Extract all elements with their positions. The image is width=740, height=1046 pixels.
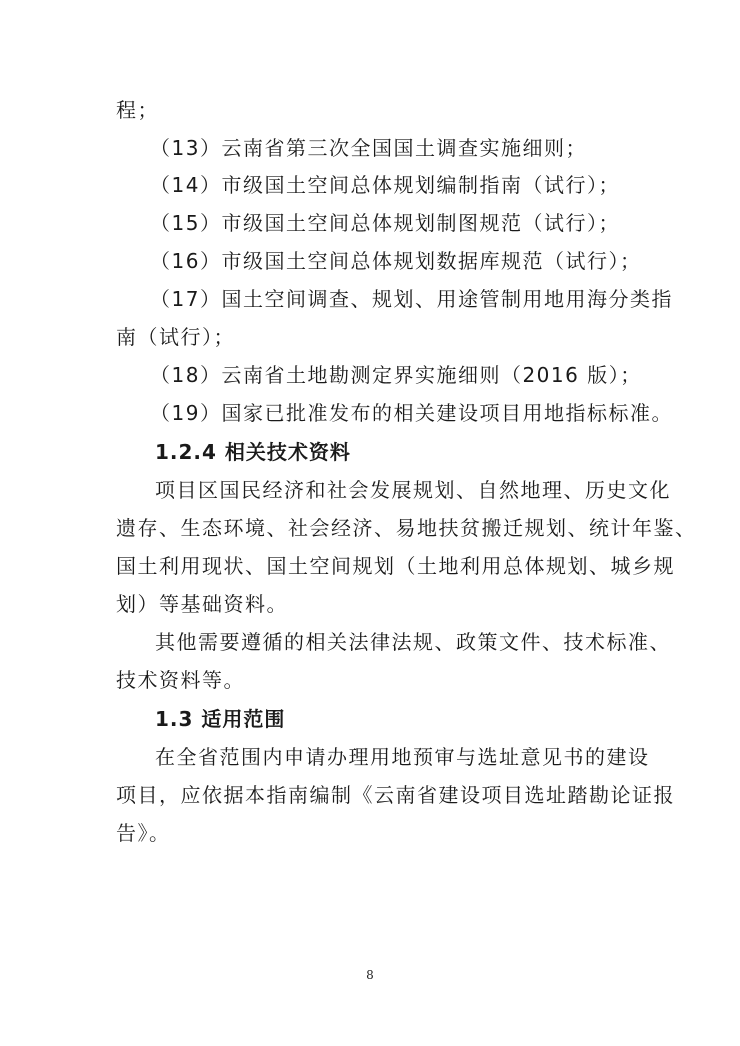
text-line: 程； <box>116 98 159 122</box>
paragraph-line: 国土利用现状、国土空间规划（土地利用总体规划、城乡规 <box>116 554 675 578</box>
list-item-17: （17）国土空间调查、规划、用途管制用地用海分类指 <box>150 287 673 311</box>
paragraph-line: 技术资料等。 <box>116 668 245 692</box>
paragraph-line: 项目，应依据本指南编制《云南省建设项目选址踏勘论证报 <box>116 783 675 807</box>
paragraph-line: 划）等基础资料。 <box>116 592 288 616</box>
list-item-14: （14）市级国土空间总体规划编制指南（试行）； <box>150 173 620 197</box>
list-item-17-continued: 南（试行）； <box>116 325 235 349</box>
paragraph-line: 遗存、生态环境、社会经济、易地扶贫搬迁规划、统计年鉴、 <box>116 516 697 540</box>
paragraph-line: 项目区国民经济和社会发展规划、自然地理、历史文化 <box>155 478 671 502</box>
list-item-18: （18）云南省土地勘测定界实施细则（2016 版）； <box>150 363 642 387</box>
list-item-13: （13）云南省第三次全国国土调查实施细则； <box>150 136 587 160</box>
section-heading-1-3: 1.3 适用范围 <box>155 707 286 731</box>
list-item-16: （16）市级国土空间总体规划数据库规范（试行）； <box>150 249 642 273</box>
page-number: 8 <box>366 968 374 982</box>
paragraph-line: 在全省范围内申请办理用地预审与选址意见书的建设 <box>155 745 650 769</box>
list-item-15: （15）市级国土空间总体规划制图规范（试行）； <box>150 211 620 235</box>
paragraph-line: 其他需要遵循的相关法律法规、政策文件、技术标准、 <box>155 630 671 654</box>
section-heading-1-2-4: 1.2.4 相关技术资料 <box>155 440 351 464</box>
list-item-19: （19）国家已批准发布的相关建设项目用地指标标准。 <box>150 401 673 425</box>
paragraph-line: 告》。 <box>116 821 171 845</box>
